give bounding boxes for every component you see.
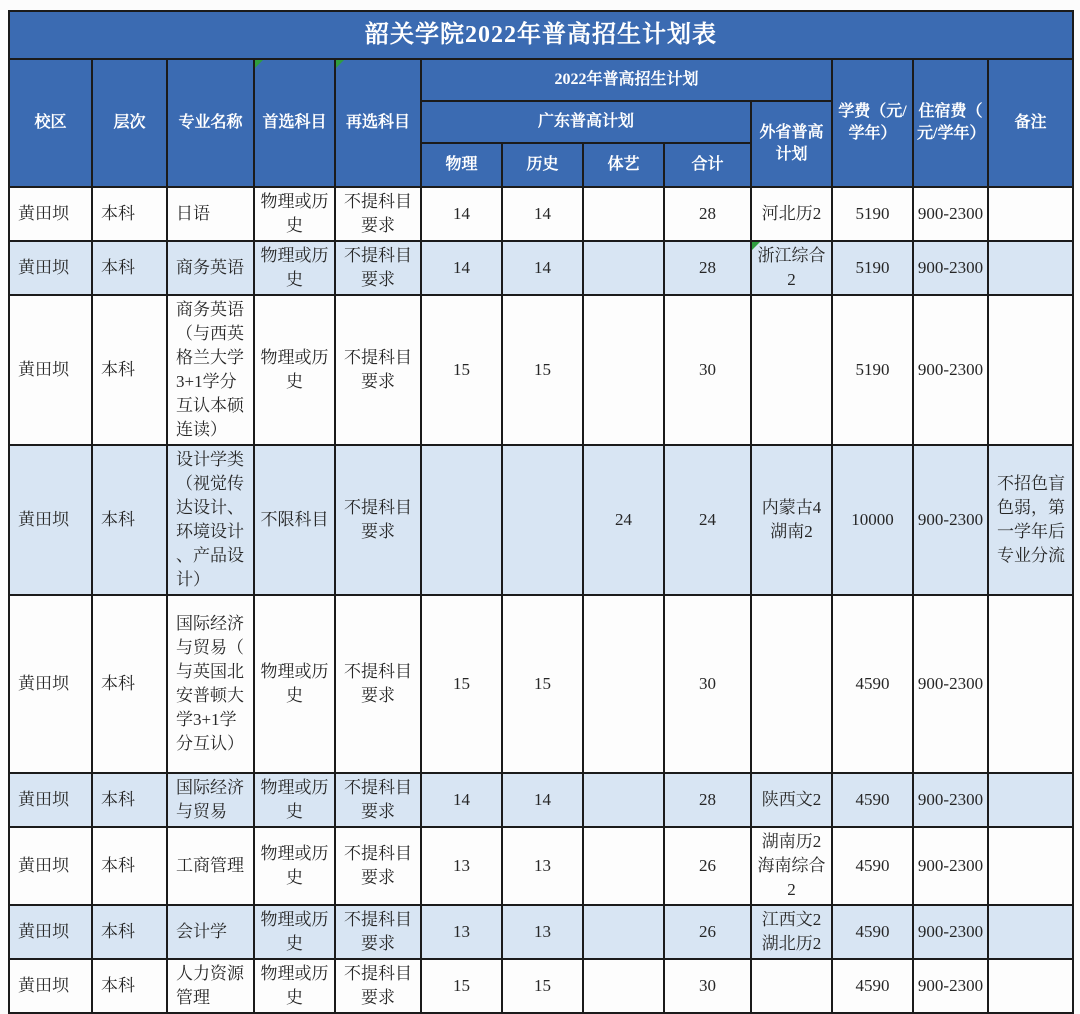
col-header-arts-pe: 体艺 <box>583 143 664 187</box>
cell-text: 28 <box>699 258 716 277</box>
arts-pe-cell <box>583 187 664 241</box>
cell-text: 900-2300 <box>917 204 984 223</box>
arts-pe-cell <box>583 827 664 905</box>
tuition-cell <box>832 295 913 445</box>
tuition-cell <box>832 241 913 295</box>
total-cell <box>664 827 751 905</box>
cell-text: 商务英语 <box>176 258 244 277</box>
physics-cell <box>421 905 502 959</box>
first-subject-cell <box>254 827 335 905</box>
cell-text: 人力资源管理 <box>176 964 244 1007</box>
major-cell <box>167 773 254 827</box>
cell-text: 900-2300 <box>917 674 984 693</box>
physics-cell <box>421 241 502 295</box>
accommodation-cell <box>913 187 988 241</box>
campus-cell <box>9 827 92 905</box>
cell-text: 26 <box>699 922 716 941</box>
cell-text: 30 <box>699 976 716 995</box>
cell-text: 14 <box>534 204 551 223</box>
col-header-second-subject <box>335 59 421 187</box>
first-subject-cell <box>254 905 335 959</box>
arts-pe-cell <box>583 595 664 773</box>
corner-marker-icon <box>336 60 344 68</box>
corner-marker-icon <box>255 60 263 68</box>
col-header-tuition: 学费（元/学年） <box>832 59 913 187</box>
cell-text: 物理或历史 <box>260 778 329 821</box>
cell-text: 5190 <box>855 258 890 277</box>
cell-text: 15 <box>453 360 470 379</box>
other-province-cell <box>751 595 832 773</box>
col-header-accommodation: 住宿费（元/学年） <box>913 59 988 187</box>
total-cell <box>664 595 751 773</box>
level-cell <box>92 773 167 827</box>
cell-text: 本科 <box>101 360 135 379</box>
cell-text: 商务英语（与西英格兰大学3+1学分互认本硕连读） <box>176 300 244 439</box>
cell-text: 不提科目要求 <box>344 844 412 887</box>
cell-text: 本科 <box>101 258 135 277</box>
cell-text: 不提科目要求 <box>344 662 412 705</box>
col-header-major: 专业名称 <box>167 59 254 187</box>
table-row <box>9 187 1073 241</box>
major-cell <box>167 905 254 959</box>
cell-text: 浙江综合2 <box>757 246 826 289</box>
other-province-cell <box>751 445 832 595</box>
level-cell <box>92 241 167 295</box>
cell-text: 900-2300 <box>917 976 984 995</box>
history-cell <box>502 773 583 827</box>
col-header-other-province: 外省普高计划 <box>751 101 832 187</box>
corner-marker-icon <box>752 242 760 250</box>
arts-pe-cell <box>583 959 664 1013</box>
remarks-cell <box>988 905 1073 959</box>
cell-text: 不招色盲色弱，第一学年后专业分流 <box>997 474 1065 565</box>
cell-text: 本科 <box>101 922 135 941</box>
total-cell <box>664 905 751 959</box>
cell-text: 日语 <box>176 204 210 223</box>
other-province-cell <box>751 773 832 827</box>
cell-text: 24 <box>699 510 716 529</box>
cell-text: 不提科目要求 <box>344 910 412 953</box>
table-body <box>9 187 1073 1013</box>
tuition-cell <box>832 595 913 773</box>
cell-text: 30 <box>699 360 716 379</box>
cell-text: 14 <box>453 790 470 809</box>
first-subject-cell <box>254 445 335 595</box>
col-header-first-subject <box>254 59 335 187</box>
cell-text: 15 <box>453 976 470 995</box>
cell-text: 本科 <box>101 510 135 529</box>
cell-text: 不提科目要求 <box>344 498 412 541</box>
col-header-second-subject-label: 再选科目 <box>345 114 410 131</box>
cell-text: 黄田坝 <box>18 790 69 809</box>
remarks-cell <box>988 595 1073 773</box>
physics-cell <box>421 445 502 595</box>
level-cell <box>92 827 167 905</box>
remarks-cell <box>988 773 1073 827</box>
cell-text: 会计学 <box>176 922 227 941</box>
cell-text: 本科 <box>101 204 135 223</box>
cell-text: 设计学类（视觉传达设计、环境设计、产品设计） <box>176 450 244 589</box>
campus-cell <box>9 187 92 241</box>
cell-text: 黄田坝 <box>18 674 69 693</box>
cell-text: 15 <box>534 976 551 995</box>
cell-text: 10000 <box>851 510 894 529</box>
accommodation-cell <box>913 445 988 595</box>
cell-text: 不限科目 <box>260 510 329 529</box>
cell-text: 黄田坝 <box>18 976 69 995</box>
cell-text: 13 <box>453 922 470 941</box>
cell-text: 4590 <box>855 922 890 941</box>
cell-text: 13 <box>453 856 470 875</box>
second-subject-cell <box>335 905 421 959</box>
campus-cell <box>9 959 92 1013</box>
major-cell <box>167 241 254 295</box>
table-row <box>9 241 1073 295</box>
cell-text: 内蒙古4湖南2 <box>761 498 822 541</box>
major-cell <box>167 445 254 595</box>
cell-text: 5190 <box>855 360 890 379</box>
accommodation-cell <box>913 595 988 773</box>
cell-text: 黄田坝 <box>18 258 69 277</box>
second-subject-cell <box>335 187 421 241</box>
physics-cell <box>421 827 502 905</box>
history-cell <box>502 295 583 445</box>
history-cell <box>502 595 583 773</box>
table-row <box>9 445 1073 595</box>
tuition-cell <box>832 959 913 1013</box>
second-subject-cell <box>335 595 421 773</box>
cell-text: 不提科目要求 <box>344 348 412 391</box>
cell-text: 14 <box>453 258 470 277</box>
accommodation-cell <box>913 905 988 959</box>
history-cell <box>502 241 583 295</box>
level-cell <box>92 187 167 241</box>
history-cell <box>502 959 583 1013</box>
campus-cell <box>9 595 92 773</box>
accommodation-cell <box>913 827 988 905</box>
second-subject-cell <box>335 827 421 905</box>
tuition-cell <box>832 187 913 241</box>
cell-text: 13 <box>534 856 551 875</box>
col-header-history: 历史 <box>502 143 583 187</box>
campus-cell <box>9 295 92 445</box>
cell-text: 4590 <box>855 790 890 809</box>
remarks-cell <box>988 827 1073 905</box>
cell-text: 14 <box>453 204 470 223</box>
cell-text: 黄田坝 <box>18 360 69 379</box>
other-province-cell <box>751 187 832 241</box>
tuition-cell <box>832 445 913 595</box>
history-cell <box>502 187 583 241</box>
cell-text: 900-2300 <box>917 856 984 875</box>
total-cell <box>664 187 751 241</box>
arts-pe-cell <box>583 773 664 827</box>
accommodation-cell <box>913 959 988 1013</box>
level-cell <box>92 905 167 959</box>
cell-text: 国际经济与贸易 <box>176 778 244 821</box>
campus-cell <box>9 773 92 827</box>
other-province-cell <box>751 959 832 1013</box>
cell-text: 物理或历史 <box>260 246 329 289</box>
campus-cell <box>9 241 92 295</box>
cell-text: 28 <box>699 204 716 223</box>
remarks-cell <box>988 241 1073 295</box>
cell-text: 江西文2湖北历2 <box>761 910 822 953</box>
tuition-cell <box>832 905 913 959</box>
col-header-guangdong-group: 广东普高计划 <box>421 101 751 143</box>
history-cell <box>502 445 583 595</box>
cell-text: 15 <box>453 674 470 693</box>
major-cell <box>167 827 254 905</box>
first-subject-cell <box>254 241 335 295</box>
cell-text: 物理或历史 <box>260 910 329 953</box>
arts-pe-cell <box>583 905 664 959</box>
table-row <box>9 827 1073 905</box>
first-subject-cell <box>254 959 335 1013</box>
cell-text: 工商管理 <box>176 856 244 875</box>
cell-text: 13 <box>534 922 551 941</box>
table-row <box>9 295 1073 445</box>
cell-text: 5190 <box>855 204 890 223</box>
cell-text: 陕西文2 <box>761 790 822 809</box>
cell-text: 900-2300 <box>917 258 984 277</box>
level-cell <box>92 595 167 773</box>
cell-text: 黄田坝 <box>18 510 69 529</box>
cell-text: 不提科目要求 <box>344 778 412 821</box>
cell-text: 28 <box>699 790 716 809</box>
title-row <box>9 11 1073 59</box>
level-cell <box>92 445 167 595</box>
accommodation-cell <box>913 241 988 295</box>
physics-cell <box>421 959 502 1013</box>
first-subject-cell <box>254 773 335 827</box>
cell-text: 黄田坝 <box>18 922 69 941</box>
col-header-physics: 物理 <box>421 143 502 187</box>
cell-text: 15 <box>534 674 551 693</box>
tuition-cell <box>832 827 913 905</box>
cell-text: 15 <box>534 360 551 379</box>
cell-text: 900-2300 <box>917 922 984 941</box>
major-cell <box>167 595 254 773</box>
cell-text: 900-2300 <box>917 790 984 809</box>
first-subject-cell <box>254 187 335 241</box>
cell-text: 物理或历史 <box>260 964 329 1007</box>
major-cell <box>167 295 254 445</box>
first-subject-cell <box>254 295 335 445</box>
cell-text: 不提科目要求 <box>344 246 412 289</box>
major-cell <box>167 187 254 241</box>
cell-text: 物理或历史 <box>260 662 329 705</box>
accommodation-cell <box>913 773 988 827</box>
total-cell <box>664 241 751 295</box>
second-subject-cell <box>335 295 421 445</box>
campus-cell <box>9 445 92 595</box>
other-province-cell <box>751 827 832 905</box>
other-province-cell <box>751 905 832 959</box>
total-cell <box>664 773 751 827</box>
cell-text: 黄田坝 <box>18 204 69 223</box>
cell-text: 物理或历史 <box>260 844 329 887</box>
level-cell <box>92 959 167 1013</box>
physics-cell <box>421 773 502 827</box>
tuition-cell <box>832 773 913 827</box>
col-header-level: 层次 <box>92 59 167 187</box>
second-subject-cell <box>335 773 421 827</box>
cell-text: 不提科目要求 <box>344 192 412 235</box>
cell-text: 国际经济与贸易（与英国北安普顿大学3+1学分互认） <box>176 614 244 753</box>
second-subject-cell <box>335 241 421 295</box>
history-cell <box>502 905 583 959</box>
major-cell <box>167 959 254 1013</box>
cell-text: 物理或历史 <box>260 348 329 391</box>
page-title: 韶关学院2022年普高招生计划表 <box>9 11 1073 59</box>
enrollment-plan-table <box>8 10 1074 1014</box>
cell-text: 4590 <box>855 856 890 875</box>
physics-cell <box>421 295 502 445</box>
table-row <box>9 959 1073 1013</box>
physics-cell <box>421 187 502 241</box>
first-subject-cell <box>254 595 335 773</box>
table-row <box>9 773 1073 827</box>
cell-text: 物理或历史 <box>260 192 329 235</box>
cell-text: 不提科目要求 <box>344 964 412 1007</box>
cell-text: 本科 <box>101 790 135 809</box>
cell-text: 900-2300 <box>917 510 984 529</box>
arts-pe-cell <box>583 295 664 445</box>
cell-text: 黄田坝 <box>18 856 69 875</box>
cell-text: 本科 <box>101 856 135 875</box>
other-province-cell <box>751 295 832 445</box>
cell-text: 900-2300 <box>917 360 984 379</box>
cell-text: 4590 <box>855 976 890 995</box>
total-cell <box>664 445 751 595</box>
cell-text: 30 <box>699 674 716 693</box>
cell-text: 26 <box>699 856 716 875</box>
cell-text: 本科 <box>101 976 135 995</box>
arts-pe-cell <box>583 445 664 595</box>
physics-cell <box>421 595 502 773</box>
remarks-cell <box>988 295 1073 445</box>
level-cell <box>92 295 167 445</box>
header-row-1 <box>9 59 1073 101</box>
col-header-total: 合计 <box>664 143 751 187</box>
table-row <box>9 905 1073 959</box>
col-header-plan-group: 2022年普高招生计划 <box>421 59 832 101</box>
cell-text: 湖南历2海南综合2 <box>757 832 826 899</box>
total-cell <box>664 959 751 1013</box>
campus-cell <box>9 905 92 959</box>
cell-text: 14 <box>534 790 551 809</box>
other-province-cell <box>751 241 832 295</box>
total-cell <box>664 295 751 445</box>
remarks-cell <box>988 445 1073 595</box>
remarks-cell <box>988 187 1073 241</box>
cell-text: 4590 <box>855 674 890 693</box>
col-header-campus: 校区 <box>9 59 92 187</box>
cell-text: 本科 <box>101 674 135 693</box>
table-row <box>9 595 1073 773</box>
cell-text: 河北历2 <box>761 204 822 223</box>
arts-pe-cell <box>583 241 664 295</box>
second-subject-cell <box>335 445 421 595</box>
cell-text: 24 <box>615 510 632 529</box>
accommodation-cell <box>913 295 988 445</box>
col-header-first-subject-label: 首选科目 <box>262 114 327 131</box>
cell-text: 14 <box>534 258 551 277</box>
history-cell <box>502 827 583 905</box>
second-subject-cell <box>335 959 421 1013</box>
col-header-remarks: 备注 <box>988 59 1073 187</box>
remarks-cell <box>988 959 1073 1013</box>
